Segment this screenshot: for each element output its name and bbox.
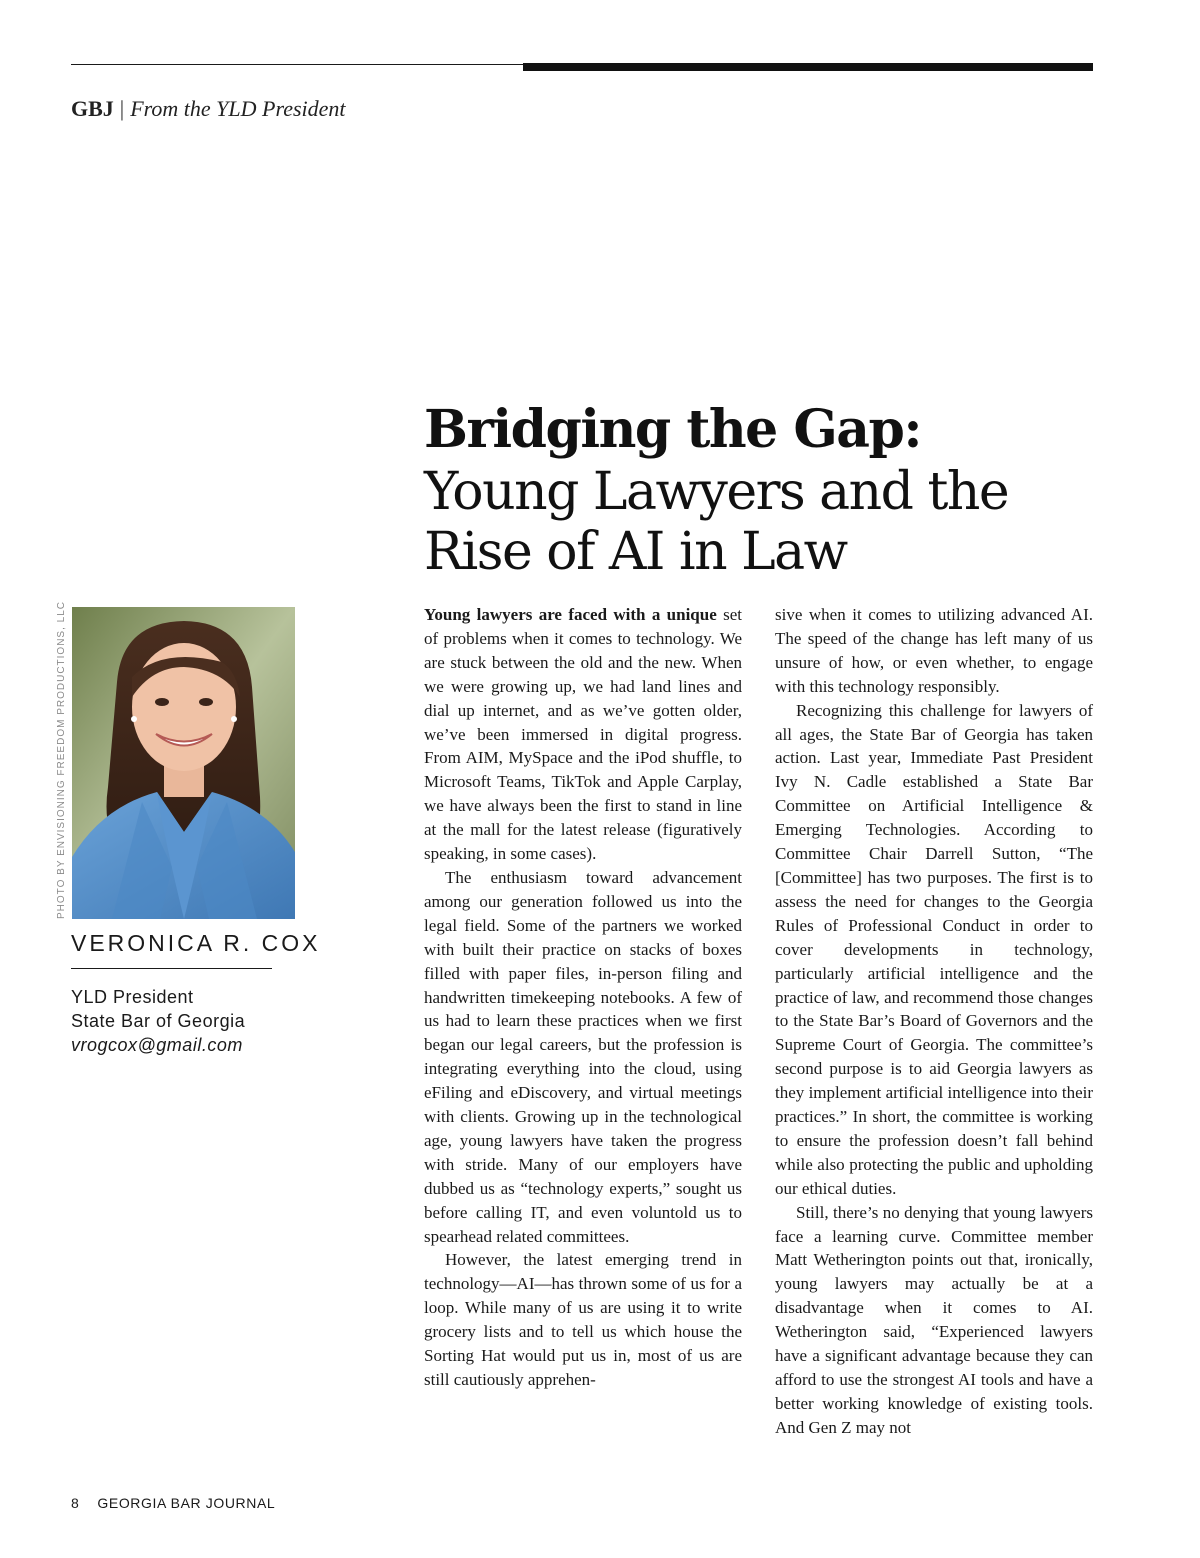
article-paragraph-4: Recognizing this challenge for lawyers of all ages, the State Bar of Georgia has taken action. Last year, Immediate Past President Ivy N. Cadle established a State Bar Committee on Artificial Intelligence & Emerging Technologies. According to Committee Chair Darrell Sutton, “The [Committee] has two purposes. The first is to assess the need for changes to the Georgia Rules of Professional Conduct in order to cover developments in technology, particularly artificial intelligence and the practice of law, and recommend those changes to the State Bar’s Board of Governors and the Supreme Court of Georgia. The committee’s second purpose is to aid Georgia lawyers as they implement artificial intelligence into their practices.” In short, the committee is working to ensure the profession doesn’t fall behind while also protecting the public and upholding our ethical duties. (775, 700, 1093, 1198)
journal-brand: GBJ (71, 96, 114, 121)
article-lead-in: Young lawyers are faced with a unique (424, 605, 717, 624)
author-email[interactable]: vrogcox@gmail.com (71, 1035, 243, 1055)
author-portrait-photo (72, 607, 295, 919)
header-rule-thick (523, 63, 1093, 71)
article-paragraph-2: The enthusiasm toward advancement among our generation followed us into the legal field. Some of the partners we worked with built their practice on stacks of boxes filled with paper files, in-person filing and handwritten timekeeping notebooks. A few of us had to learn these practices when we first began our legal careers, but the profession is integrating everything into the cloud, using eFiling and eDiscovery, and virtual meetings with clients. Growing up in the technological age, young lawyers have taken the progress with stride. Many of our employers have dubbed us as “technology experts,” sought us before calling IT, and even voluntold us to spearhead related committees. (424, 867, 742, 1246)
page-number: 8 (71, 1495, 80, 1511)
author-organization: State Bar of Georgia (71, 1011, 246, 1031)
author-divider (71, 968, 272, 969)
article-paragraph-5: Still, there’s no denying that young lawyers face a learning curve. Committee member Matt Wetherington points out that, ironically, young lawyers may actually be at a disadvantage when it comes to AI. Wetherington said, “Experienced lawyers have a significant advantage because they can afford to use the strongest AI tools and have a better working knowledge of existing tools. And Gen Z may not (775, 1202, 1093, 1437)
title-line-2: Young Lawyers and the (424, 462, 1009, 522)
article-column-left (424, 603, 742, 1392)
article-column-right (775, 603, 1093, 1440)
photo-credit: PHOTO BY ENVISIONING FREEDOM PRODUCTIONS, LLC (56, 600, 67, 919)
article-paragraph-1 (424, 603, 742, 866)
article-paragraph-3: However, the latest emerging trend in technology—AI—has thrown some of us for a loop. While many of us are using it to write grocery lists and to tell us which house the Sorting Hat would put us in, most of us are still cautiously apprehen- (424, 1250, 742, 1389)
author-info (71, 985, 245, 1057)
title-line-3: Rise of AI in Law (424, 522, 847, 582)
article-paragraph-1-body: set of problems when it comes to technology. We are stuck between the old and the new. When we were growing up, we had land lines and dial up internet, and as we’ve gotten older, we’ve been immersed in digital progress. From AIM, MySpace and the iPod shuffle, to Microsoft Teams, TikTok and Apple Carplay, we have always been the first to stand in line at the mall for the latest release (figuratively speaking, in some cases). (424, 605, 742, 864)
author-name: VERONICA R. COX (71, 930, 321, 956)
portrait-illustration (72, 607, 295, 919)
article-title (424, 398, 1104, 582)
section-name: From the YLD President (130, 96, 346, 121)
author-role: YLD President (71, 987, 194, 1007)
header-rule-thin (71, 64, 523, 65)
page-footer (71, 1495, 275, 1511)
header-separator: | (119, 96, 125, 121)
article-paragraph-3-continued: sive when it comes to utilizing advanced AI. The speed of the change has left many of us unsure of how, or even whether, to engage with this technology responsibly. (775, 605, 1093, 696)
running-header (71, 96, 346, 122)
publication-name: GEORGIA BAR JOURNAL (97, 1495, 276, 1511)
title-line-1: Bridging the Gap: (424, 399, 922, 460)
